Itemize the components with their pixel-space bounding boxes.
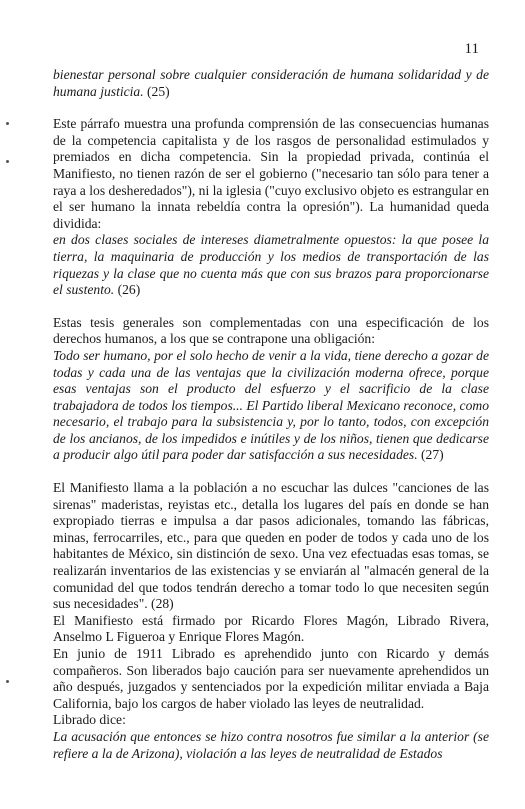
paragraph-5 [53,613,489,646]
italic-text: Todo ser humano, por el solo hecho de venir a la vida, tiene derecho a gozar de todas y cada una de las ventajas que la civilización moderna ofrece, porque esas ventajas son el producto del esfuerzo y el sacrificio de la clase trabajadora de todos los tiempos... El Partido liberal Mexicano reconoce, como necesario, el trabajo para la subsistencia y, por lo tanto, todos, con excepción de los ancianos, de los impedidos e inútiles y de los niños, tienen que dedicarse a producir algo útil para poder dar satisfacción a sus necesidades. [53,347,489,463]
italic-text: en dos clases sociales de intereses diametralmente opuestos: la que posee la tierra, la maquinaria de producción y los medios de transportación de las riquezas y la clase que no cuenta más que con sus brazos para proporcionarse el sustento. [53,232,489,298]
citation: (27) [417,447,444,463]
paragraph-text: El Manifiesto está firmado por Ricardo Flores Magón, Librado Rivera, Anselmo L Figueroa y Enrique Flores Magón. [53,612,489,645]
italic-text: La acusación que entonces se hizo contra nosotros fue similar a la anterior (se refiere a la de Arizona), violación a las leyes de neutralidad de Estados [53,728,489,761]
citation: (25) [143,83,170,99]
block-quote [53,232,489,298]
paragraph-text: Librado dice: [53,712,126,728]
italic-text: bienestar personal sobre cualquier consideración de humana solidaridad y de humana justicia. [53,67,489,99]
body-text [53,67,489,762]
page-number: 11 [464,41,479,57]
block-quote [53,348,489,464]
paragraph-6 [53,646,489,712]
citation: (26) [114,282,141,298]
paragraph-text: Este párrafo muestra una profunda comprensión de las consecuencias humanas de la competencia capitalista y de los rasgos de personalidad estimulados y premiados en dicha competencia. Sin la propiedad privada, continúa el Manifiesto, no tienen razón de ser el gobierno ("necesario tan sólo para tener a raya a los desheredados"), ni la iglesia ("cuyo exclusivo objeto es estrangular en el ser humano la innata rebeldía contra la opresión"). La humanidad queda dividida: [53,116,489,231]
paragraph-4 [53,480,489,613]
paragraph-1 [53,67,489,100]
paragraph-text: El Manifiesto llama a la población a no escuchar las dulces "canciones de las sirenas" maderistas, reyistas etc., detalla los lugares del país en donde se han expropiado tierras e impulsa a dar pasos adicionales, tomando las fábricas, minas, ferrocarriles, etc., para que queden en poder de todos y cada uno de los habitantes de México, sin distinción de sexo. Una vez efectuadas esas tomas, se realizarán inventarios de las existencias y se enviarán al "almacén general de la comunidad del que todos tendrán derecho a tomar todo lo que necesiten según sus necesidades". (28) [53,480,489,612]
paragraph-text: En junio de 1911 Librado es aprehendido junto con Ricardo y demás compañeros. Son liberados bajo caución para ser nuevamente aprehendidos un año después, juzgados y sentenciados por la expedición militar enviada a Baja California, bajo los cargos de haber violado las leyes de neutralidad. [53,646,489,711]
margin-mark [6,122,9,125]
margin-mark [6,160,9,163]
paragraph-text: Estas tesis generales son complementadas con una especificación de los derechos humanos, a los que se contrapone una obligación: [53,314,489,347]
block-quote [53,729,489,762]
paragraph-2 [53,116,489,232]
margin-mark [6,680,9,683]
paragraph-7 [53,712,489,729]
paragraph-3 [53,315,489,348]
